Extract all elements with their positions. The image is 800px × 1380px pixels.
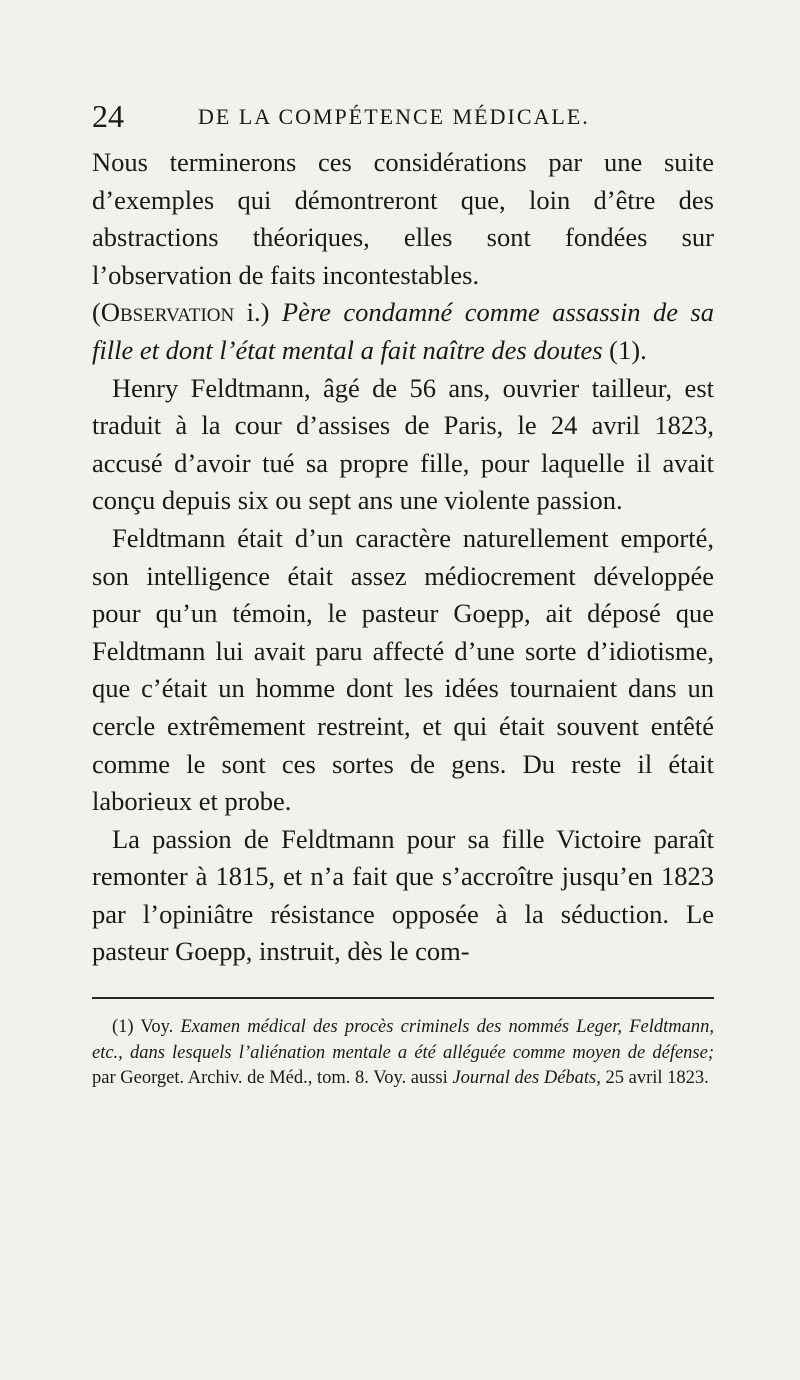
footnote-author: par Georget. Archiv. de Méd., tom. 8. Voy. aussi bbox=[92, 1068, 453, 1089]
footnote-rule bbox=[92, 997, 714, 999]
observation-heading bbox=[92, 294, 714, 369]
page-number: 24 bbox=[92, 98, 124, 134]
footnote-reference: (1). bbox=[602, 334, 647, 365]
observation-title: Père condamné comme assassin de sa fille et dont l’état mental a fait naître des doutes bbox=[92, 297, 714, 365]
footnote-date: , 25 avril 1823. bbox=[596, 1068, 709, 1089]
footnote bbox=[92, 1015, 714, 1092]
footnote-journal: Journal des Débats bbox=[452, 1068, 597, 1089]
body-text bbox=[92, 144, 714, 971]
paragraph-intro: Nous terminerons ces considérations par une suite d’exemples qui démontreront que, loin d’être des abstractions théoriques, elles sont fondées sur l’observation de faits incontestables. bbox=[92, 147, 714, 290]
footnote-mark: (1) Voy. bbox=[112, 1017, 181, 1038]
observation-number: i.) bbox=[234, 297, 282, 328]
paragraph-character: Feldtmann était d’un caractère naturellement emporté, son intelligence était assez médiocrement développée pour qu’un témoin, le pasteur Goepp, ait déposé que Feldtmann lui avait paru affecté d’une sorte d’idiotisme, que c’était un homme dont les idées tournaient dans un cercle extrêmement restreint, et qui était souvent entêté comme le sont ces sortes de gens. Du reste il était laborieux et probe. bbox=[92, 522, 714, 817]
footnote-title: Examen médical des procès criminels des nommés Leger, Feldtmann, etc., dans lesquels l’aliénation mentale a été alléguée comme moyen de défense; bbox=[92, 1017, 714, 1063]
running-title: DE LA COMPÉTENCE MÉDICALE. bbox=[198, 104, 590, 129]
running-head bbox=[92, 98, 714, 144]
book-page bbox=[92, 98, 714, 1110]
paragraph-case: Henry Feldtmann, âgé de 56 ans, ouvrier tailleur, est traduit à la cour d’assises de Paris, le 24 avril 1823, accusé d’avoir tué sa propre fille, pour laquelle il avait conçu depuis six ou sept ans une violente passion. bbox=[92, 372, 714, 516]
observation-label: Observation bbox=[100, 297, 235, 328]
observation-open-paren: ( bbox=[92, 297, 101, 328]
paragraph-passion: La passion de Feldtmann pour sa fille Victoire paraît remonter à 1815, et n’a fait que s’accroître jusqu’en 1823 par l’opiniâtre résistance opposée à la séduction. Le pasteur Goepp, instruit, dès le com- bbox=[92, 823, 714, 967]
